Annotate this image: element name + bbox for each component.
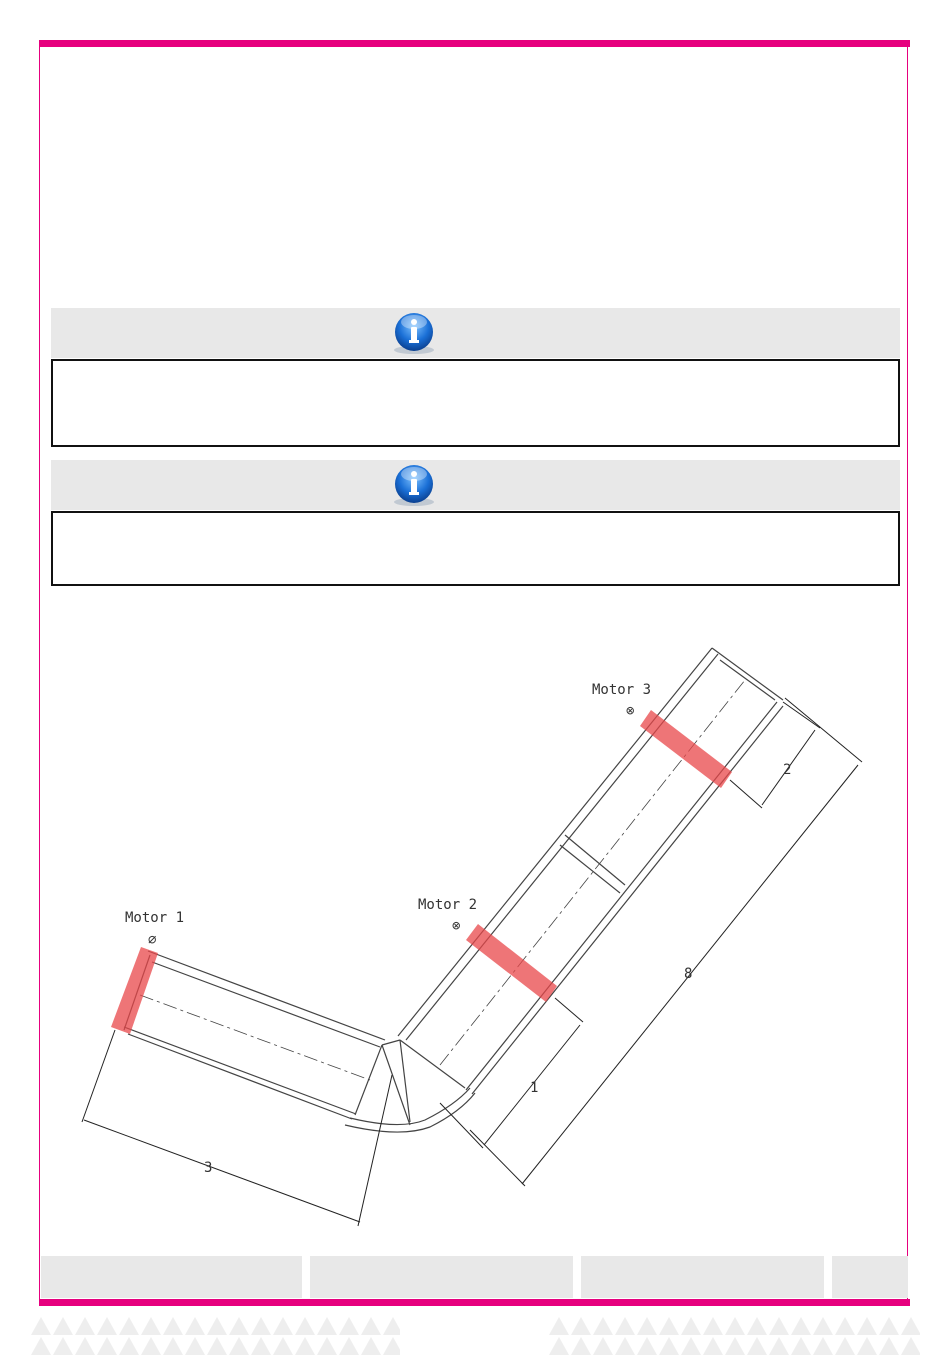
motor-highlights: [111, 710, 732, 1034]
motor-3-label: [592, 682, 651, 719]
motor-1-highlight: [111, 947, 158, 1034]
info-header-2: [51, 460, 900, 510]
svg-text:⌀: ⌀: [148, 932, 157, 948]
dimension-3: 3: [204, 1160, 213, 1176]
motor-2-highlight: [466, 924, 557, 1002]
dimension-2: 2: [783, 762, 792, 778]
motor-3-highlight: [640, 710, 732, 788]
section-b-frame: [398, 648, 783, 1094]
info-box-1: [51, 359, 900, 447]
info-header-1: [51, 308, 900, 358]
dimension-1: 1: [530, 1080, 539, 1096]
svg-text:Motor 1: Motor 1: [125, 910, 185, 926]
info-box-2: [51, 511, 900, 586]
footer-cell-2: [310, 1256, 573, 1298]
dimension-8: 8: [684, 966, 693, 982]
bottom-accent-bar: [39, 1299, 910, 1306]
motor-1-label: [125, 910, 184, 948]
joint-frame: [345, 1040, 475, 1132]
info-icon: [389, 310, 439, 356]
section-a-frame: [124, 951, 385, 1119]
svg-text:Motor 2: Motor 2: [418, 897, 478, 913]
motor-2-label: [418, 897, 477, 934]
svg-text:⊗: ⊗: [452, 918, 461, 934]
triangle-pattern-left: [30, 1316, 400, 1356]
footer-cell-1: [41, 1256, 302, 1298]
svg-text:Motor 3: Motor 3: [592, 682, 652, 698]
triangle-pattern-right: [548, 1316, 920, 1356]
footer-cell-4: [832, 1256, 908, 1298]
info-icon: [389, 462, 439, 508]
conveyor-diagram: [0, 600, 950, 1240]
footer-cell-3: [581, 1256, 824, 1298]
svg-text:⊗: ⊗: [626, 703, 635, 719]
